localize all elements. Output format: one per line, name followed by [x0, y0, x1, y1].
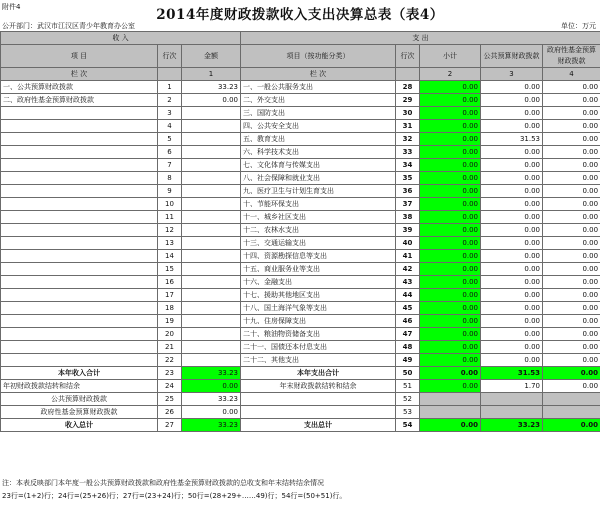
carry-row: [1, 380, 600, 393]
income-item: [1, 172, 158, 185]
carry-out-no: 51: [396, 380, 420, 393]
expense-item: 十五、商业服务业等支出: [241, 263, 396, 276]
table-row: [1, 289, 600, 302]
expense-subtotal: 0.00: [420, 341, 481, 354]
grand-in-amount: 33.23: [182, 419, 241, 432]
expense-subtotal: 0.00: [420, 159, 481, 172]
expense-public: 0.00: [481, 94, 543, 107]
income-amount: [182, 133, 241, 146]
expense-row-no: 38: [396, 211, 420, 224]
income-item-header: 项 目: [1, 45, 158, 68]
expense-fund: 0.00: [543, 81, 600, 94]
expense-fund: 0.00: [543, 159, 600, 172]
income-row-no: 5: [158, 133, 182, 146]
expense-item: 四、公共安全支出: [241, 120, 396, 133]
income-item: [1, 211, 158, 224]
row53-gray-3: [543, 406, 600, 419]
income-row-no: 6: [158, 146, 182, 159]
expense-public: 0.00: [481, 263, 543, 276]
unit-label: 单位：万元: [561, 22, 596, 30]
expense-row-no: 32: [396, 133, 420, 146]
carry-in-label: 年初财政拨款结转和结余: [1, 380, 158, 393]
row53-blank: [241, 406, 396, 419]
table-row: [1, 237, 600, 250]
attachment-label: 附件4: [2, 3, 21, 11]
fund-budget-header: 政府性基金预算财政拨款: [543, 45, 600, 68]
carry-in-no: 24: [158, 380, 182, 393]
income-amount: [182, 302, 241, 315]
expense-total-no: 50: [396, 367, 420, 380]
fund-carry-amount: 0.00: [182, 406, 241, 419]
table-row: [1, 185, 600, 198]
expense-public: 0.00: [481, 146, 543, 159]
expense-subtotal: 0.00: [420, 354, 481, 367]
public-budget-header: 公共预算财政拨款: [481, 45, 543, 68]
income-item: [1, 120, 158, 133]
grand-in-no: 27: [158, 419, 182, 432]
income-row-no: 14: [158, 250, 182, 263]
income-item: [1, 276, 158, 289]
expense-fund: 0.00: [543, 185, 600, 198]
income-rowno-header: 行次: [158, 45, 182, 68]
row53-gray-1: [420, 406, 481, 419]
fund-carry-no: 26: [158, 406, 182, 419]
income-row-no: 1: [158, 81, 182, 94]
year-total-row: [1, 367, 600, 380]
row53-gray-2: [481, 406, 543, 419]
expense-fund: 0.00: [543, 172, 600, 185]
row52-no: 52: [396, 393, 420, 406]
row52-gray-1: [420, 393, 481, 406]
expense-subtotal: 0.00: [420, 146, 481, 159]
expense-fund: 0.00: [543, 250, 600, 263]
income-row-no: 10: [158, 198, 182, 211]
carry-out-public: 1.70: [481, 380, 543, 393]
public-carry-amount: 33.23: [182, 393, 241, 406]
expense-row-no: 48: [396, 341, 420, 354]
table-row: [1, 198, 600, 211]
income-amount: [182, 263, 241, 276]
income-amount: [182, 354, 241, 367]
row52-gray-2: [481, 393, 543, 406]
expense-fund: 0.00: [543, 237, 600, 250]
table-row: [1, 341, 600, 354]
expense-subtotal: 0.00: [420, 107, 481, 120]
income-item: 二、政府性基金预算财政拨款: [1, 94, 158, 107]
expense-public: 0.00: [481, 224, 543, 237]
expense-public: 0.00: [481, 237, 543, 250]
income-item: 一、公共预算财政拨款: [1, 81, 158, 94]
table-row: [1, 224, 600, 237]
expense-row-no: 34: [396, 159, 420, 172]
expense-subtotal: 0.00: [420, 263, 481, 276]
income-amount: [182, 237, 241, 250]
group-header-row: [1, 32, 600, 45]
expense-fund: 0.00: [543, 224, 600, 237]
income-total-label: 本年收入合计: [1, 367, 158, 380]
carry-out-subtotal: 0.00: [420, 380, 481, 393]
expense-row-no: 36: [396, 185, 420, 198]
income-row-no: 11: [158, 211, 182, 224]
expense-subtotal: 0.00: [420, 302, 481, 315]
expense-item-header: 项目（按功能分类）: [241, 45, 396, 68]
expense-fund: 0.00: [543, 211, 600, 224]
expense-total-subtotal: 0.00: [420, 367, 481, 380]
income-amount-header: 金额: [182, 45, 241, 68]
expense-row-no: 42: [396, 263, 420, 276]
expense-fund: 0.00: [543, 263, 600, 276]
expense-fund: 0.00: [543, 198, 600, 211]
page-title: 2014年度财政拨款收入支出决算总表（表4）: [156, 7, 444, 23]
expense-fund: 0.00: [543, 107, 600, 120]
expense-total-fund: 0.00: [543, 367, 600, 380]
department-label: 公开部门：武汉市江汉区青少年教育办公室: [2, 22, 135, 30]
row53-no: 53: [396, 406, 420, 419]
expense-fund: 0.00: [543, 94, 600, 107]
expense-row-no: 44: [396, 289, 420, 302]
expense-row-no: 30: [396, 107, 420, 120]
table-row: [1, 81, 600, 94]
expense-group-header: 支 出: [241, 32, 600, 45]
fund-carry-row: [1, 406, 600, 419]
income-amount: [182, 315, 241, 328]
expense-subtotal: 0.00: [420, 276, 481, 289]
expense-row-no: 45: [396, 302, 420, 315]
expense-item: 九、医疗卫生与计划生育支出: [241, 185, 396, 198]
income-row-no: 15: [158, 263, 182, 276]
income-amount: [182, 341, 241, 354]
expense-fund: 0.00: [543, 328, 600, 341]
income-row-no: 16: [158, 276, 182, 289]
income-row-no: 22: [158, 354, 182, 367]
income-amount: [182, 146, 241, 159]
expense-row-no: 33: [396, 146, 420, 159]
expense-item: 十三、交通运输支出: [241, 237, 396, 250]
grand-out-fund: 0.00: [543, 419, 600, 432]
expense-rowno-header: 行次: [396, 45, 420, 68]
expense-col-2: 2: [420, 68, 481, 81]
expense-row-no: 43: [396, 276, 420, 289]
expense-subtotal: 0.00: [420, 328, 481, 341]
table-row: [1, 133, 600, 146]
income-amount: [182, 211, 241, 224]
income-row-no: 21: [158, 341, 182, 354]
table-row: [1, 354, 600, 367]
income-row-no: 18: [158, 302, 182, 315]
expense-item: 十八、国土海洋气象等支出: [241, 302, 396, 315]
expense-col-blank: [396, 68, 420, 81]
carry-out-fund: 0.00: [543, 380, 600, 393]
income-row-no: 4: [158, 120, 182, 133]
expense-item: 十四、资源勘探信息等支出: [241, 250, 396, 263]
expense-public: 0.00: [481, 289, 543, 302]
income-row-no: 9: [158, 185, 182, 198]
income-item: [1, 107, 158, 120]
expense-item: 二、外交支出: [241, 94, 396, 107]
income-col-label: 栏 次: [1, 68, 158, 81]
expense-item: 十六、金融支出: [241, 276, 396, 289]
income-amount: [182, 172, 241, 185]
income-item: [1, 263, 158, 276]
table-row: [1, 276, 600, 289]
grand-out-subtotal: 0.00: [420, 419, 481, 432]
income-total-amount: 33.23: [182, 367, 241, 380]
public-carry-no: 25: [158, 393, 182, 406]
expense-row-no: 46: [396, 315, 420, 328]
income-item: [1, 354, 158, 367]
expense-public: 0.00: [481, 250, 543, 263]
income-item: [1, 250, 158, 263]
carry-in-amount: 0.00: [182, 380, 241, 393]
expense-subtotal: 0.00: [420, 185, 481, 198]
expense-col-4: 4: [543, 68, 600, 81]
income-row-no: 20: [158, 328, 182, 341]
income-amount: [182, 120, 241, 133]
income-col-1: 1: [182, 68, 241, 81]
expense-subtotal: 0.00: [420, 224, 481, 237]
income-item: [1, 133, 158, 146]
expense-fund: 0.00: [543, 302, 600, 315]
table-row: [1, 328, 600, 341]
expense-subtotal: 0.00: [420, 81, 481, 94]
expense-public: 0.00: [481, 211, 543, 224]
expense-total-public: 31.53: [481, 367, 543, 380]
expense-public: 0.00: [481, 159, 543, 172]
expense-fund: 0.00: [543, 146, 600, 159]
table-row: [1, 120, 600, 133]
expense-public: 0.00: [481, 328, 543, 341]
expense-public: 0.00: [481, 185, 543, 198]
income-amount: [182, 328, 241, 341]
income-amount: [182, 276, 241, 289]
expense-row-no: 39: [396, 224, 420, 237]
income-item: [1, 237, 158, 250]
carry-out-label: 年末财政拨款结转和结余: [241, 380, 396, 393]
expense-subtotal: 0.00: [420, 120, 481, 133]
expense-subtotal: 0.00: [420, 133, 481, 146]
footer-note: 注：本表反映部门本年度一般公共预算财政拨款和政府性基金预算财政拨款的总收支和年末结转结余情况: [2, 479, 324, 487]
column-header-row: [1, 45, 600, 68]
expense-subtotal: 0.00: [420, 211, 481, 224]
expense-subtotal: 0.00: [420, 315, 481, 328]
expense-row-no: 37: [396, 198, 420, 211]
income-amount: [182, 250, 241, 263]
expense-row-no: 41: [396, 250, 420, 263]
expense-item: 五、教育支出: [241, 133, 396, 146]
expense-fund: 0.00: [543, 354, 600, 367]
income-item: [1, 315, 158, 328]
grand-out-label: 支出总计: [241, 419, 396, 432]
income-row-no: 2: [158, 94, 182, 107]
expense-total-label: 本年支出合计: [241, 367, 396, 380]
expense-item: 二十一、国债还本付息支出: [241, 341, 396, 354]
expense-row-no: 29: [396, 94, 420, 107]
expense-item: 八、社会保障和就业支出: [241, 172, 396, 185]
income-item: [1, 198, 158, 211]
income-row-no: 3: [158, 107, 182, 120]
expense-item: 二十、粮油物资储备支出: [241, 328, 396, 341]
income-amount: [182, 198, 241, 211]
expense-col-3: 3: [481, 68, 543, 81]
income-item: [1, 341, 158, 354]
table-row: [1, 172, 600, 185]
income-amount: [182, 185, 241, 198]
expense-row-no: 40: [396, 237, 420, 250]
column-index-row: [1, 68, 600, 81]
row52-blank: [241, 393, 396, 406]
expense-subtotal: 0.00: [420, 289, 481, 302]
fund-carry-label: 政府性基金预算财政拨款: [1, 406, 158, 419]
row52-gray-3: [543, 393, 600, 406]
expense-item: 十七、援助其他地区支出: [241, 289, 396, 302]
expense-public: 0.00: [481, 276, 543, 289]
grand-in-label: 收入总计: [1, 419, 158, 432]
expense-fund: 0.00: [543, 315, 600, 328]
subtotal-header: 小计: [420, 45, 481, 68]
table-row: [1, 159, 600, 172]
expense-public: 0.00: [481, 341, 543, 354]
expense-subtotal: 0.00: [420, 237, 481, 250]
income-amount: [182, 224, 241, 237]
income-item: [1, 224, 158, 237]
income-total-no: 23: [158, 367, 182, 380]
expense-item: 六、科学技术支出: [241, 146, 396, 159]
income-item: [1, 159, 158, 172]
table-row: [1, 107, 600, 120]
expense-public: 0.00: [481, 354, 543, 367]
expense-item: 二十二、其他支出: [241, 354, 396, 367]
expense-row-no: 28: [396, 81, 420, 94]
table-row: [1, 250, 600, 263]
expense-public: 0.00: [481, 107, 543, 120]
income-col-blank: [158, 68, 182, 81]
expense-row-no: 35: [396, 172, 420, 185]
expense-public: 31.53: [481, 133, 543, 146]
expense-public: 0.00: [481, 120, 543, 133]
expense-row-no: 31: [396, 120, 420, 133]
income-item: [1, 302, 158, 315]
income-amount: 0.00: [182, 94, 241, 107]
expense-col-label: 栏 次: [241, 68, 396, 81]
income-amount: 33.23: [182, 81, 241, 94]
income-item: [1, 185, 158, 198]
expense-fund: 0.00: [543, 341, 600, 354]
expense-fund: 0.00: [543, 289, 600, 302]
expense-subtotal: 0.00: [420, 94, 481, 107]
table-row: [1, 94, 600, 107]
expense-item: 十一、城乡社区支出: [241, 211, 396, 224]
expense-public: 0.00: [481, 81, 543, 94]
expense-item: 十二、农林水支出: [241, 224, 396, 237]
table-row: [1, 302, 600, 315]
income-row-no: 7: [158, 159, 182, 172]
grand-total-row: [1, 419, 600, 432]
expense-public: 0.00: [481, 198, 543, 211]
table-row: [1, 211, 600, 224]
budget-table: [0, 31, 600, 432]
expense-subtotal: 0.00: [420, 172, 481, 185]
expense-public: 0.00: [481, 302, 543, 315]
grand-out-no: 54: [396, 419, 420, 432]
expense-item: 十、节能环保支出: [241, 198, 396, 211]
expense-item: 一、一般公共服务支出: [241, 81, 396, 94]
grand-out-public: 33.23: [481, 419, 543, 432]
expense-public: 0.00: [481, 172, 543, 185]
income-row-no: 12: [158, 224, 182, 237]
expense-subtotal: 0.00: [420, 198, 481, 211]
table-row: [1, 146, 600, 159]
table-row: [1, 263, 600, 276]
income-row-no: 13: [158, 237, 182, 250]
table-row: [1, 315, 600, 328]
expense-item: 十九、住房保障支出: [241, 315, 396, 328]
income-group-header: 收 入: [1, 32, 241, 45]
income-amount: [182, 289, 241, 302]
expense-fund: 0.00: [543, 120, 600, 133]
footer-formula: 23行=(1+2)行；24行=(25+26)行；27行=(23+24)行；50行=(28+29+……49)行；54行=(50+51)行。: [2, 492, 347, 500]
expense-row-no: 47: [396, 328, 420, 341]
public-carry-label: 公共预算财政拨款: [1, 393, 158, 406]
expense-fund: 0.00: [543, 276, 600, 289]
income-amount: [182, 159, 241, 172]
income-item: [1, 146, 158, 159]
expense-item: 三、国防支出: [241, 107, 396, 120]
income-item: [1, 289, 158, 302]
income-row-no: 19: [158, 315, 182, 328]
expense-fund: 0.00: [543, 133, 600, 146]
income-amount: [182, 107, 241, 120]
income-row-no: 17: [158, 289, 182, 302]
expense-public: 0.00: [481, 315, 543, 328]
expense-item: 七、文化体育与传媒支出: [241, 159, 396, 172]
expense-subtotal: 0.00: [420, 250, 481, 263]
public-carry-row: [1, 393, 600, 406]
income-item: [1, 328, 158, 341]
expense-row-no: 49: [396, 354, 420, 367]
income-row-no: 8: [158, 172, 182, 185]
